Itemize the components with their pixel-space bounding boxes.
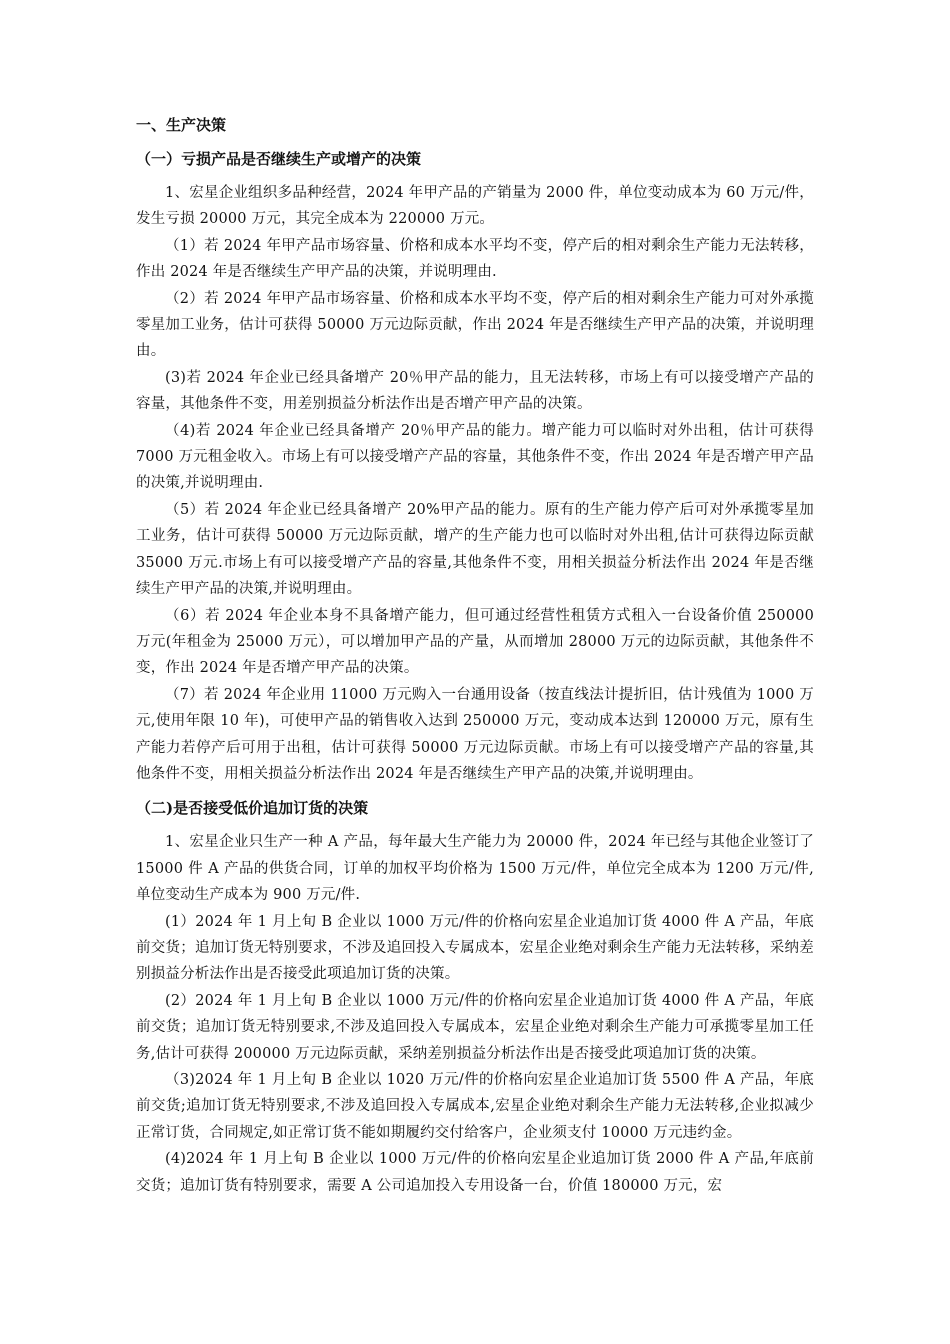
section-2-title: （二)是否接受低价追加订货的决策: [136, 799, 369, 818]
section-2-paragraph: 1、宏星企业只生产一种 A 产品，每年最大生产能力为 20000 件，2024 年已经与其他企业签订了 15000 件 A 产品的供货合同，订单的加权平均价格为 1500 万元/件，单位完全成本为 1200 万元/件,单位变动生产成本为 900 万元/件.: [136, 834, 814, 904]
section-1-paragraph: 1、宏星企业组织多品种经营，2024 年甲产品的产销量为 2000 件，单位变动成本为 60 万元/件，发生亏损 20000 万元，其完全成本为 220000 万元。: [136, 185, 814, 228]
section-2-paragraph: (4)2024 年 1 月上旬 B 企业以 1000 万元/件的价格向宏星企业追加订货 2000 件 A 产品,年底前交货；追加订货有特别要求，需要 A 公司追加投入专用设备一台，价值 180000 万元，宏: [136, 1151, 814, 1194]
section-2-paragraph: (1）2024 年 1 月上旬 B 企业以 1000 万元/件的价格向宏星企业追加订货 4000 件 A 产品，年底前交货；追加订货无特别要求，不涉及追回投入专属成本，宏星企业绝对剩余生产能力无法转移，采纳差别损益分析法作出是否接受此项追加订货的决策。: [136, 913, 814, 983]
section-1-paragraph: （7）若 2024 年企业用 11000 万元购入一台通用设备（按直线法计提折旧，估计残值为 1000 万元,使用年限 10 年)，可使甲产品的销售收入达到 250000 万元，变动成本达到 120000 万元，原有生产能力若停产后可用于出租，估计可获得 50000 万元边际贡献。市场上有可以接受增产产品的容量,其他条件不变，用相关损益分析法作出 2024 年是否继续生产甲产品的决策,并说明理由。: [136, 686, 814, 782]
section-1-paragraph: （6）若 2024 年企业本身不具备增产能力，但可通过经营性租赁方式租入一台设备价值 250000 万元(年租金为 25000 万元），可以增加甲产品的产量，从而增加 28000 万元的边际贡献，其他条件不变，作出 2024 年是否增产甲产品的决策。: [136, 607, 814, 677]
section-1-paragraph: （1）若 2024 年甲产品市场容量、价格和成本水平均不变，停产后的相对剩余生产能力无法转移，作出 2024 年是否继续生产甲产品的决策，并说明理由.: [136, 237, 814, 281]
section-2-paragraph: (2）2024 年 1 月上旬 B 企业以 1000 万元/件的价格向宏星企业追加订货 4000 件 A 产品，年底前交货；追加订货无特别要求,不涉及追回投入专属成本，宏星企业绝对剩余生产能力可承揽零星加工任务,估计可获得 200000 万元边际贡献，采纳差别损益分析法作出是否接受此项追加订货的决策。: [136, 992, 814, 1062]
section-1-title: （一）亏损产品是否继续生产或增产的决策: [136, 150, 422, 168]
section-1-paragraph: （5）若 2024 年企业已经具备增产 20%甲产品的能力。原有的生产能力停产后可对外承揽零星加工业务，估计可获得 50000 万元边际贡献，增产的生产能力也可以临时对外出租,估计可获得边际贡献 35000 万元.市场上有可以接受增产产品的容量,其他条件不变，用相关损益分析法作出 2024 年是否继续生产甲产品的决策,并说明理由。: [136, 501, 814, 598]
section-1-paragraph: （4)若 2024 年企业已经具备增产 20％甲产品的能力。增产能力可以临时对外出租，估计可获得 7000 万元租金收入。市场上有可以接受增产产品的容量，其他条件不变，作出 2024 年是否增产甲产品的决策,并说明理由.: [136, 422, 814, 492]
chapter-heading: 一、生产决策: [136, 116, 227, 134]
section-1-paragraph: （2）若 2024 年甲产品市场容量、价格和成本水平均不变，停产后的相对剩余生产能力可对外承揽零星加工业务，估计可获得 50000 万元边际贡献，作出 2024 年是否继续生产甲产品的决策，并说明理由。: [136, 290, 814, 360]
section-1-paragraph: (3)若 2024 年企业已经具备增产 20％甲产品的能力，且无法转移，市场上有可以接受增产产品的容量，其他条件不变，用差别损益分析法作出是否增产甲产品的决策。: [136, 369, 814, 413]
section-2-paragraph: （3)2024 年 1 月上旬 B 企业以 1020 万元/件的价格向宏星企业追加订货 5500 件 A 产品，年底前交货;追加订货无特别要求,不涉及追回投入专属成本,宏星企业绝对剩余生产能力无法转移,企业拟减少正常订货，合同规定,如正常订货不能如期履约交付给客户，企业须支付 10000 万元违约金。: [136, 1072, 814, 1141]
